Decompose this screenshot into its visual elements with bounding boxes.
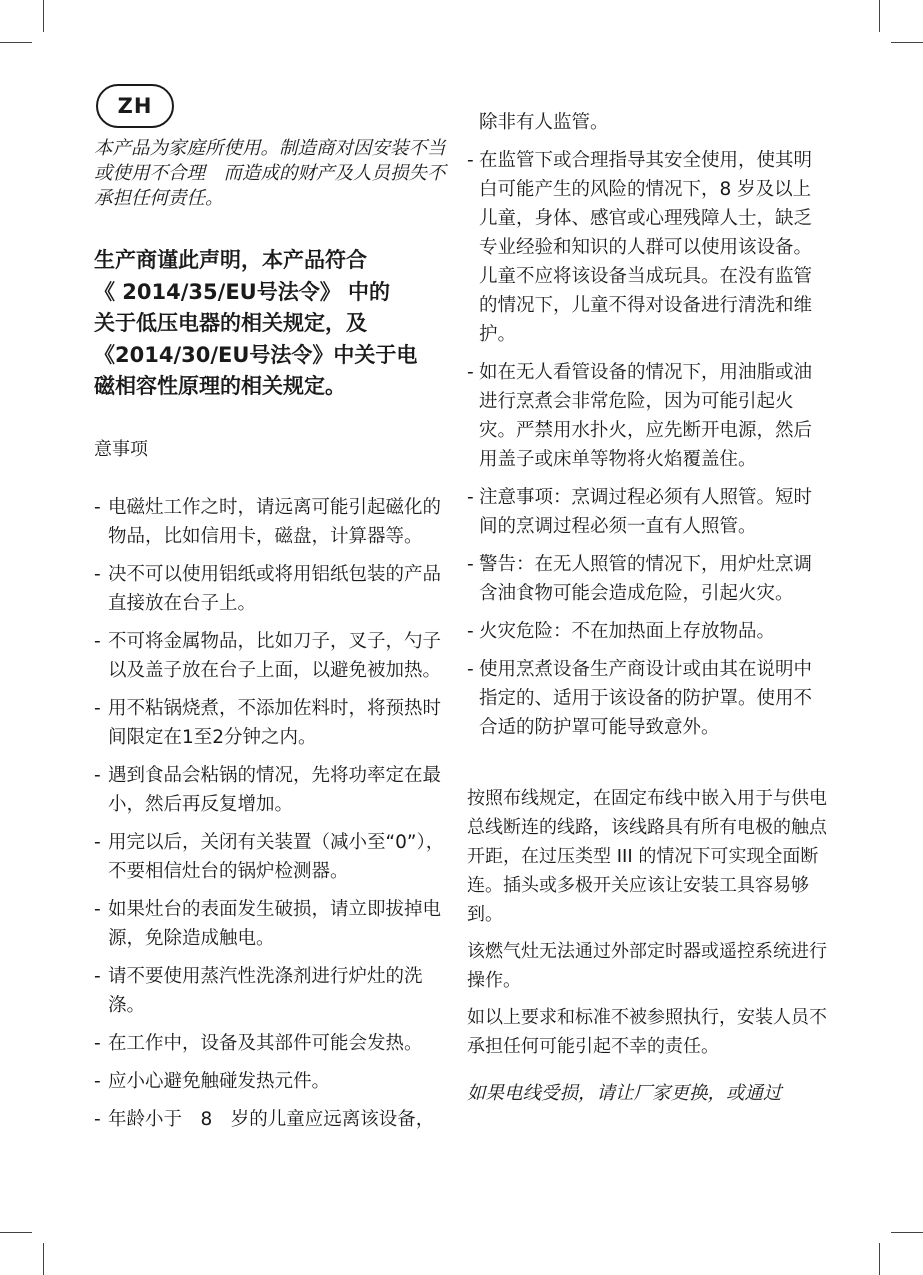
declaration-line: 《2014/30/EU号法令》中关于电	[94, 342, 418, 367]
list-item: - 火灾危险：不在加热面上存放物品。	[467, 617, 829, 646]
crop-mark	[891, 1232, 923, 1233]
conformity-declaration	[94, 245, 456, 403]
crop-mark	[43, 0, 44, 32]
list-item: - 如在无人看管设备的情况下，用油脂或油进行烹煮会非常危险，因为可能引起火灾。严禁用水扑火，应先断开电源，然后用盖子或床单等物将火焰覆盖住。	[467, 358, 829, 474]
remote-control-paragraph: 该燃气灶无法通过外部定时器或遥控系统进行操作。	[467, 941, 827, 991]
language-badge: ZH	[96, 84, 174, 128]
list-item: - 遇到食品会粘锅的情况，先将功率定在最小，然后再反复增加。	[94, 761, 456, 819]
list-item: - 请不要使用蒸汽性洗涤剂进行炉灶的洗涤。	[94, 962, 456, 1020]
right-column	[467, 108, 829, 1108]
list-item: - 如果灶台的表面发生破损，请立即拔掉电源，免除造成触电。	[94, 895, 456, 953]
cable-damage-note: 如果电线受损，请让厂家更换，或通过	[467, 1083, 782, 1104]
list-item: - 决不可以使用铝纸或将用铝纸包装的产品直接放在台子上。	[94, 560, 456, 618]
list-item: - 注意事项：烹调过程必须有人照管。短时间的烹调过程必须一直有人照管。	[467, 483, 829, 541]
declaration-line: 生产商谨此声明，本产品符合	[94, 248, 367, 272]
list-item: - 在监管下或合理指导其安全使用，使其明白可能产生的风险的情况下，8 岁及以上儿童，身体、感官或心理残障人士，缺乏专业经验和知识的人群可以使用该设备。儿童不应将该设备当成玩具。在没有监管的情况下，儿童不得对设备进行清洗和维护。	[467, 146, 829, 349]
declaration-line: 《 2014/35/EU号法令》 中的	[94, 279, 391, 304]
list-item: - 应小心避免触碰发热元件。	[94, 1067, 456, 1096]
crop-mark	[0, 1232, 32, 1233]
declaration-line: 磁相容性原理的相关规定。	[94, 374, 346, 398]
list-item: - 年龄小于 8 岁的儿童应远离该设备，	[94, 1105, 456, 1134]
disclaimer-intro: 本产品为家庭所使用。制造商对因安装不当或使用不合理 而造成的财产及人员损失不承担任何责任。	[94, 138, 446, 209]
crop-mark	[0, 42, 32, 43]
liability-paragraph: 如以上要求和标准不被参照执行，安装人员不承担任何可能引起不幸的责任。	[467, 1007, 827, 1057]
crop-mark	[43, 1243, 44, 1275]
section-heading: 意事项	[94, 438, 148, 460]
list-item: - 在工作中，设备及其部件可能会发热。	[94, 1029, 456, 1058]
list-item: - 警告：在无人照管的情况下，用炉灶烹调含油食物可能会造成危险，引起火灾。	[467, 550, 829, 608]
list-item-continuation: 除非有人监管。	[479, 112, 609, 133]
list-item: - 电磁灶工作之时，请远离可能引起磁化的物品，比如信用卡，磁盘，计算器等。	[94, 493, 456, 551]
crop-mark	[891, 42, 923, 43]
list-item: - 用完以后，关闭有关装置（减小至“0”），不要相信灶台的锅炉检测器。	[94, 828, 456, 886]
crop-mark	[879, 0, 880, 32]
installation-paragraph: 按照布线规定，在固定布线中嵌入用于与供电总线断连的线路，该线路具有所有电极的触点开距，在过压类型 III 的情况下可实现全面断连。插头或多极开关应该让安装工具容易够到。	[467, 788, 827, 925]
crop-mark	[879, 1243, 880, 1275]
safety-list	[467, 146, 829, 742]
list-item: - 使用烹煮设备生产商设计或由其在说明中指定的、适用于该设备的防护罩。使用不合适的防护罩可能导致意外。	[467, 655, 829, 742]
list-item: - 不可将金属物品，比如刀子，叉子，勺子以及盖子放在台子上面，以避免被加热。	[94, 627, 456, 685]
left-column	[94, 136, 456, 1143]
safety-list	[94, 493, 456, 1134]
list-item: - 用不粘锅烧煮，不添加佐料时，将预热时间限定在1至2分钟之内。	[94, 694, 456, 752]
declaration-line: 关于低压电器的相关规定，及	[94, 311, 367, 335]
